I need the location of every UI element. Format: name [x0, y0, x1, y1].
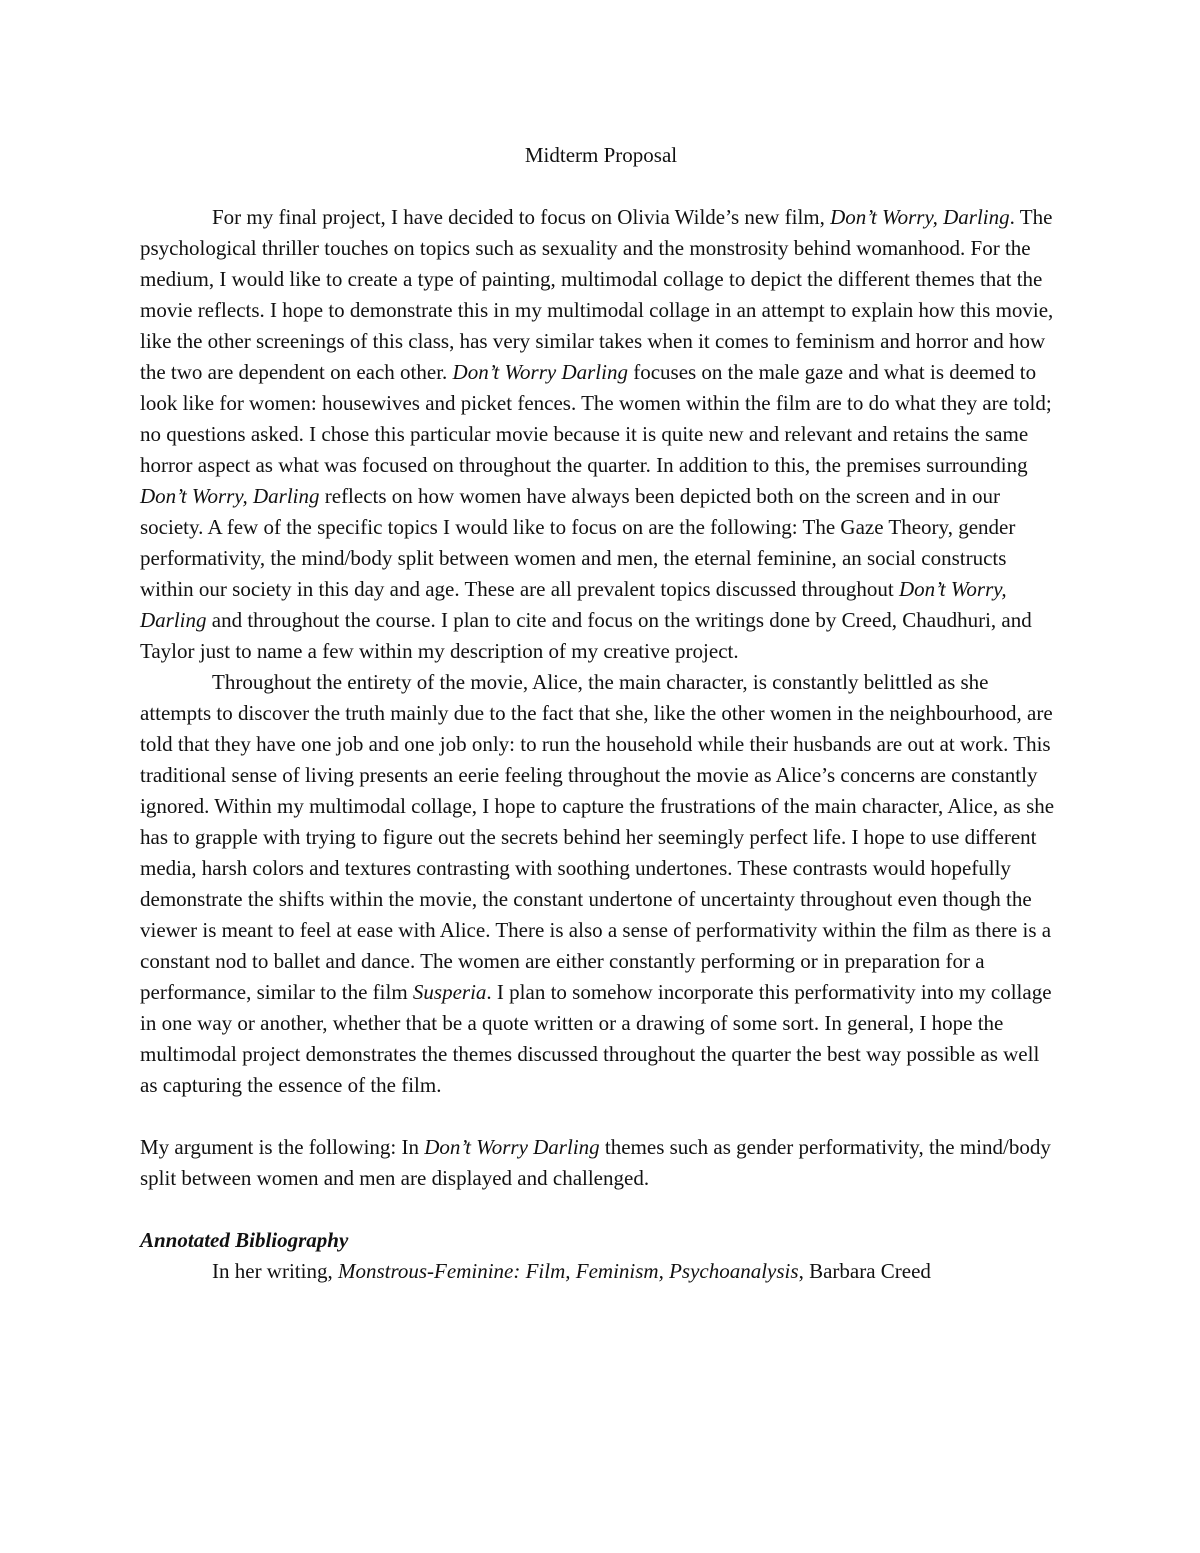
- film-title: Don’t Worry, Darling: [830, 205, 1010, 229]
- film-title: Don’t Worry, Darling: [140, 577, 1007, 632]
- paragraph-intro: [140, 202, 1062, 667]
- blank-line: [140, 1101, 1062, 1132]
- text-run: and throughout the course. I plan to cite and focus on the writings done by Creed, Chaudhuri, and Taylor just to name a few within my description of my creative project.: [140, 608, 1032, 663]
- film-title: Don’t Worry Darling: [452, 360, 628, 384]
- text-run: themes such as gender performativity, the mind/body split between women and men are displayed and challenged.: [140, 1135, 1051, 1190]
- bibliography-heading: Annotated Bibliography: [140, 1228, 349, 1252]
- text-run: . The psychological thriller touches on topics such as sexuality and the monstrosity behind womanhood. For the medium, I would like to create a type of painting, multimodal collage to depict the different themes that the movie reflects. I hope to demonstrate this in my multimodal collage in an attempt to explain how this movie, like the other screenings of this class, has very similar takes when it comes to feminism and horror and how the two are dependent on each other.: [140, 205, 1054, 384]
- argument-statement: [140, 1132, 1062, 1194]
- work-title: Monstrous-Feminine: Film, Feminism, Psychoanalysis: [337, 1259, 799, 1283]
- text-run: , Barbara Creed: [798, 1259, 931, 1283]
- paragraph-analysis: [140, 667, 1062, 1101]
- text-run: Throughout the entirety of the movie, Alice, the main character, is constantly belittled as she attempts to discover the truth mainly due to the fact that she, like the other women in the neighbourhood, are told that they have one job and one job only: to run the household while their husbands are out at work. This traditional sense of living presents an eerie feeling throughout the movie as Alice’s concerns are constantly ignored. Within my multimodal collage, I hope to capture the frustrations of the main character, Alice, as she has to grapple with trying to figure out the secrets behind her seemingly perfect life. I hope to use different media, harsh colors and textures contrasting with soothing undertones. These contrasts would hopefully demonstrate the shifts within the movie, the constant undertone of uncertainty throughout even though the viewer is meant to feel at ease with Alice. There is also a sense of performativity within the film as there is a constant nod to ballet and dance. The women are either constantly performing or in preparation for a performance, similar to the film: [140, 670, 1055, 1004]
- bibliography-entry: [140, 1256, 1062, 1287]
- film-title: Susperia: [412, 980, 487, 1004]
- text-run: reflects on how women have always been depicted both on the screen and in our society. A few of the specific topics I would like to focus on are the following: The Gaze Theory, gender performativity, the mind/body split between women and men, the eternal feminine, an social constructs within our society in this day and age. These are all prevalent topics discussed throughout: [140, 484, 1016, 601]
- film-title: Don’t Worry, Darling: [140, 484, 320, 508]
- text-run: In her writing,: [212, 1259, 338, 1283]
- film-title: Don’t Worry Darling: [424, 1135, 600, 1159]
- text-run: . I plan to somehow incorporate this performativity into my collage in one way or another, whether that be a quote written or a drawing of some sort. In general, I hope the multimodal project demonstrates the themes discussed throughout the quarter the best way possible as well as capturing the essence of the film.: [140, 980, 1052, 1097]
- text-run: For my final project, I have decided to focus on Olivia Wilde’s new film,: [212, 205, 831, 229]
- text-run: My argument is the following: In: [140, 1135, 425, 1159]
- document-title: Midterm Proposal: [524, 143, 678, 167]
- text-run: focuses on the male gaze and what is deemed to look like for women: housewives and picket fences. The women within the film are to do what they are told; no questions asked. I chose this particular movie because it is quite new and relevant and retains the same horror aspect as what was focused on throughout the quarter. In addition to this, the premises surrounding: [140, 360, 1052, 477]
- document-body: [140, 140, 1062, 1287]
- blank-line: [140, 1194, 1062, 1225]
